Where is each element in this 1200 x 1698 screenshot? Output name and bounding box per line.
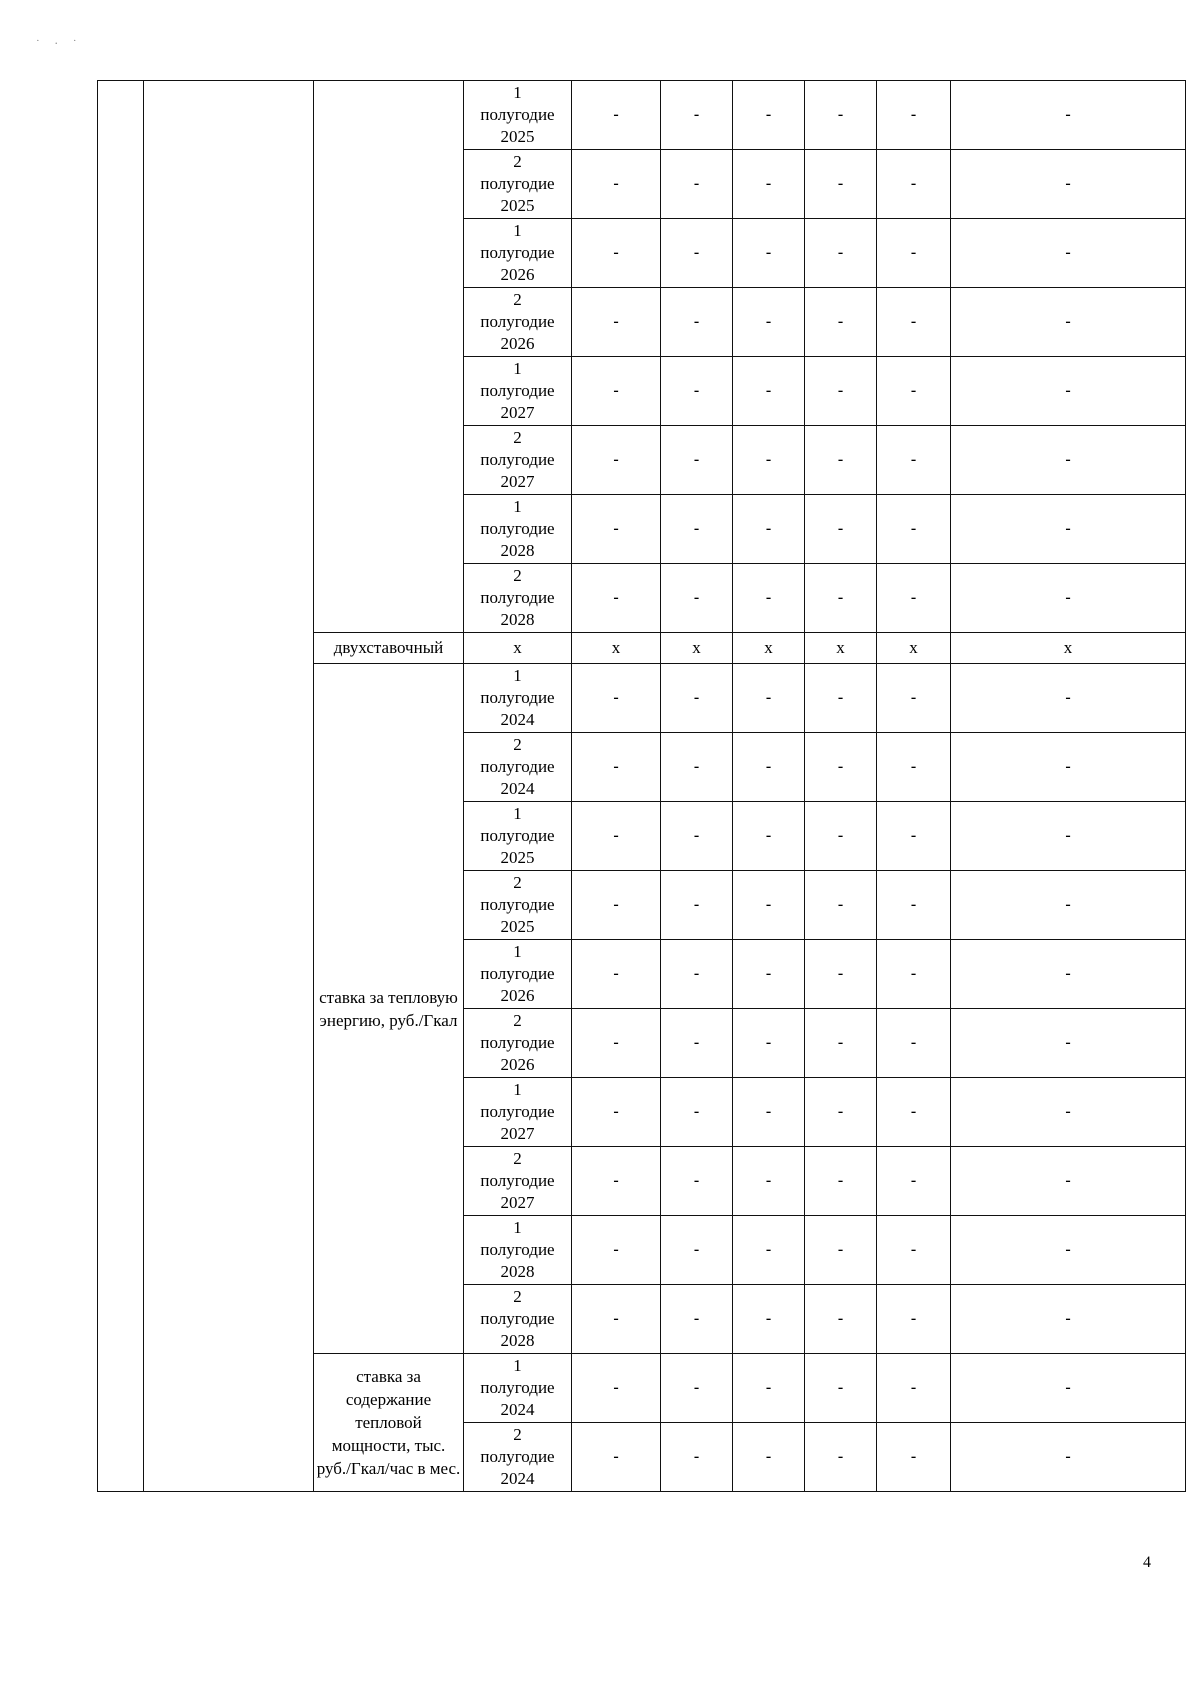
period-cell: [464, 564, 572, 633]
table-body: [98, 81, 1186, 1492]
value-cell-dash: -: [572, 288, 661, 357]
period-cell: [464, 219, 572, 288]
value-cell-dash: -: [661, 664, 733, 733]
period-cell: [464, 1147, 572, 1216]
period-cell: [464, 1078, 572, 1147]
half-year-number: 1: [513, 942, 522, 961]
half-year-number: 1: [513, 359, 522, 378]
period-cell: [464, 802, 572, 871]
value-cell-dash: -: [805, 150, 877, 219]
value-cell-x: x: [733, 633, 805, 664]
period-cell: [464, 1009, 572, 1078]
value-cell-dash: -: [951, 871, 1186, 940]
value-cell-dash: -: [805, 940, 877, 1009]
half-year-number: 1: [513, 1218, 522, 1237]
period-cell-x: x: [464, 633, 572, 664]
value-cell-dash: -: [572, 1354, 661, 1423]
value-cell-dash: -: [661, 1423, 733, 1492]
half-year-number: 1: [513, 666, 522, 685]
period-cell: [464, 81, 572, 150]
half-year-number: 1: [513, 804, 522, 823]
value-cell-dash: -: [951, 426, 1186, 495]
half-year-number: 2: [513, 735, 522, 754]
value-cell-dash: -: [951, 1009, 1186, 1078]
value-cell-dash: -: [805, 802, 877, 871]
value-cell-dash: -: [661, 1354, 733, 1423]
half-year-word: полугодие: [480, 1240, 555, 1259]
half-year-word: полугодие: [480, 243, 555, 262]
half-year-number: 1: [513, 221, 522, 240]
half-year-number: 2: [513, 566, 522, 585]
half-year-word: полугодие: [480, 1309, 555, 1328]
half-year-word: полугодие: [480, 1033, 555, 1052]
value-cell-dash: -: [805, 288, 877, 357]
value-cell-dash: -: [572, 1423, 661, 1492]
half-year-number: 2: [513, 1287, 522, 1306]
year: 2026: [500, 986, 535, 1005]
half-year-number: 2: [513, 1011, 522, 1030]
value-cell-dash: -: [951, 564, 1186, 633]
value-cell-dash: -: [951, 357, 1186, 426]
value-cell-dash: -: [733, 219, 805, 288]
value-cell-x: x: [951, 633, 1186, 664]
value-cell-dash: -: [733, 940, 805, 1009]
half-year-word: полугодие: [480, 757, 555, 776]
half-year-number: 2: [513, 1149, 522, 1168]
value-cell-dash: -: [572, 150, 661, 219]
value-cell-dash: -: [805, 81, 877, 150]
value-cell-dash: -: [733, 1078, 805, 1147]
value-cell-dash: -: [877, 1216, 951, 1285]
half-year-number: 1: [513, 83, 522, 102]
half-year-word: полугодие: [480, 588, 555, 607]
value-cell-dash: -: [661, 802, 733, 871]
year: 2024: [500, 1469, 535, 1488]
value-cell-dash: -: [733, 664, 805, 733]
half-year-word: полугодие: [480, 1102, 555, 1121]
value-cell-dash: -: [805, 426, 877, 495]
value-cell-dash: -: [805, 1423, 877, 1492]
period-cell: [464, 1354, 572, 1423]
value-cell-dash: -: [661, 1078, 733, 1147]
value-cell-dash: -: [572, 426, 661, 495]
value-cell-dash: -: [661, 150, 733, 219]
value-cell-dash: -: [805, 1354, 877, 1423]
half-year-word: полугодие: [480, 174, 555, 193]
row-number-cell: [98, 81, 144, 1492]
value-cell-dash: -: [877, 1009, 951, 1078]
year: 2025: [500, 196, 535, 215]
tariff-table: [97, 80, 1186, 1492]
value-cell-dash: -: [805, 219, 877, 288]
year: 2024: [500, 1400, 535, 1419]
value-cell-dash: -: [733, 733, 805, 802]
value-cell-dash: -: [805, 1147, 877, 1216]
value-cell-dash: -: [661, 871, 733, 940]
value-cell-dash: -: [733, 288, 805, 357]
year: 2027: [500, 1124, 535, 1143]
period-cell: [464, 150, 572, 219]
value-cell-dash: -: [877, 288, 951, 357]
value-cell-dash: -: [572, 940, 661, 1009]
value-cell-dash: -: [661, 288, 733, 357]
two-rate-label: двухставочный: [314, 633, 464, 664]
year: 2024: [500, 779, 535, 798]
value-cell-dash: -: [877, 1147, 951, 1216]
half-year-word: полугодие: [480, 1447, 555, 1466]
value-cell-dash: -: [805, 357, 877, 426]
period-cell: [464, 426, 572, 495]
year: 2025: [500, 127, 535, 146]
value-cell-dash: -: [951, 1078, 1186, 1147]
value-cell-dash: -: [661, 940, 733, 1009]
value-cell-dash: -: [877, 664, 951, 733]
value-cell-dash: -: [877, 940, 951, 1009]
value-cell-dash: -: [805, 733, 877, 802]
value-cell-dash: -: [572, 81, 661, 150]
half-year-word: полугодие: [480, 1171, 555, 1190]
half-year-number: 1: [513, 1080, 522, 1099]
half-year-word: полугодие: [480, 381, 555, 400]
value-cell-dash: -: [733, 495, 805, 564]
value-cell-dash: -: [661, 1285, 733, 1354]
period-cell: [464, 871, 572, 940]
value-cell-dash: -: [951, 733, 1186, 802]
value-cell-dash: -: [951, 219, 1186, 288]
value-cell-dash: -: [733, 150, 805, 219]
value-cell-dash: -: [805, 1078, 877, 1147]
value-cell-x: x: [572, 633, 661, 664]
half-year-word: полугодие: [480, 895, 555, 914]
page-number: 4: [1143, 1554, 1151, 1571]
period-cell: [464, 288, 572, 357]
scan-noise: · ․ ·: [36, 35, 83, 47]
value-cell-dash: -: [661, 564, 733, 633]
value-cell-dash: -: [805, 1216, 877, 1285]
value-cell-dash: -: [877, 426, 951, 495]
year: 2024: [500, 710, 535, 729]
value-cell-dash: -: [951, 1216, 1186, 1285]
value-cell-dash: -: [733, 426, 805, 495]
value-cell-dash: -: [733, 564, 805, 633]
value-cell-dash: -: [877, 1285, 951, 1354]
value-cell-dash: -: [877, 802, 951, 871]
value-cell-dash: -: [951, 802, 1186, 871]
half-year-number: 2: [513, 428, 522, 447]
half-year-number: 1: [513, 1356, 522, 1375]
value-cell-dash: -: [951, 1423, 1186, 1492]
year: 2028: [500, 610, 535, 629]
year: 2025: [500, 917, 535, 936]
half-year-number: 2: [513, 290, 522, 309]
value-cell-dash: -: [661, 1009, 733, 1078]
heat-energy-rate-label: ставка за тепловую энергию, руб./Гкал: [314, 664, 464, 1354]
value-cell-dash: -: [572, 219, 661, 288]
value-cell-dash: -: [661, 426, 733, 495]
value-cell-dash: -: [661, 81, 733, 150]
value-cell-dash: -: [572, 733, 661, 802]
value-cell-dash: -: [805, 495, 877, 564]
value-cell-dash: -: [733, 81, 805, 150]
value-cell-dash: -: [951, 288, 1186, 357]
capacity-rate-label: ставка за содержание тепловой мощности, тыс. руб./Гкал/час в мес.: [314, 1354, 464, 1492]
year: 2026: [500, 334, 535, 353]
value-cell-dash: -: [572, 1009, 661, 1078]
year: 2026: [500, 1055, 535, 1074]
value-cell-dash: -: [572, 1216, 661, 1285]
value-cell-dash: -: [805, 871, 877, 940]
value-cell-dash: -: [805, 1285, 877, 1354]
year: 2028: [500, 1262, 535, 1281]
value-cell-dash: -: [877, 219, 951, 288]
period-cell: [464, 357, 572, 426]
half-year-word: полугодие: [480, 1378, 555, 1397]
value-cell-dash: -: [951, 1147, 1186, 1216]
value-cell-dash: -: [572, 802, 661, 871]
value-cell-dash: -: [877, 733, 951, 802]
value-cell-dash: -: [877, 150, 951, 219]
value-cell-dash: -: [805, 564, 877, 633]
value-cell-dash: -: [572, 357, 661, 426]
year: 2025: [500, 848, 535, 867]
half-year-word: полугодие: [480, 964, 555, 983]
value-cell-x: x: [661, 633, 733, 664]
year: 2026: [500, 265, 535, 284]
period-cell: [464, 940, 572, 1009]
value-cell-dash: -: [951, 495, 1186, 564]
value-cell-dash: -: [661, 357, 733, 426]
year: 2027: [500, 1193, 535, 1212]
half-year-number: 2: [513, 152, 522, 171]
period-cell: [464, 1285, 572, 1354]
organization-cell: [144, 81, 314, 1492]
value-cell-dash: -: [877, 1354, 951, 1423]
value-cell-dash: -: [733, 1147, 805, 1216]
half-year-word: полугодие: [480, 312, 555, 331]
value-cell-dash: -: [733, 1285, 805, 1354]
value-cell-dash: -: [733, 357, 805, 426]
year: 2027: [500, 403, 535, 422]
value-cell-x: x: [805, 633, 877, 664]
indicator-cell-continued: [314, 81, 464, 633]
value-cell-dash: -: [733, 1354, 805, 1423]
value-cell-dash: -: [661, 495, 733, 564]
value-cell-dash: -: [572, 564, 661, 633]
period-cell: [464, 733, 572, 802]
half-year-word: полугодие: [480, 450, 555, 469]
period-cell: [464, 664, 572, 733]
half-year-number: 2: [513, 873, 522, 892]
value-cell-dash: -: [572, 1147, 661, 1216]
value-cell-dash: -: [733, 802, 805, 871]
value-cell-dash: -: [572, 1078, 661, 1147]
value-cell-dash: -: [951, 664, 1186, 733]
period-cell: [464, 495, 572, 564]
value-cell-dash: -: [951, 1354, 1186, 1423]
value-cell-dash: -: [572, 871, 661, 940]
period-cell: [464, 1216, 572, 1285]
value-cell-dash: -: [661, 1216, 733, 1285]
value-cell-dash: -: [877, 495, 951, 564]
value-cell-dash: -: [877, 564, 951, 633]
table-row: [98, 81, 1186, 150]
value-cell-dash: -: [733, 871, 805, 940]
year: 2028: [500, 541, 535, 560]
value-cell-dash: -: [733, 1009, 805, 1078]
value-cell-dash: -: [877, 1423, 951, 1492]
value-cell-dash: -: [805, 664, 877, 733]
value-cell-dash: -: [661, 219, 733, 288]
value-cell-dash: -: [733, 1423, 805, 1492]
value-cell-x: x: [877, 633, 951, 664]
half-year-number: 2: [513, 1425, 522, 1444]
value-cell-dash: -: [661, 733, 733, 802]
value-cell-dash: -: [951, 81, 1186, 150]
value-cell-dash: -: [877, 871, 951, 940]
value-cell-dash: -: [572, 495, 661, 564]
value-cell-dash: -: [877, 357, 951, 426]
value-cell-dash: -: [951, 940, 1186, 1009]
half-year-word: полугодие: [480, 826, 555, 845]
half-year-number: 1: [513, 497, 522, 516]
value-cell-dash: -: [877, 1078, 951, 1147]
year: 2028: [500, 1331, 535, 1350]
half-year-word: полугодие: [480, 105, 555, 124]
value-cell-dash: -: [572, 664, 661, 733]
half-year-word: полугодие: [480, 519, 555, 538]
value-cell-dash: -: [733, 1216, 805, 1285]
value-cell-dash: -: [877, 81, 951, 150]
value-cell-dash: -: [661, 1147, 733, 1216]
value-cell-dash: -: [572, 1285, 661, 1354]
year: 2027: [500, 472, 535, 491]
value-cell-dash: -: [951, 150, 1186, 219]
period-cell: [464, 1423, 572, 1492]
value-cell-dash: -: [805, 1009, 877, 1078]
value-cell-dash: -: [951, 1285, 1186, 1354]
half-year-word: полугодие: [480, 688, 555, 707]
